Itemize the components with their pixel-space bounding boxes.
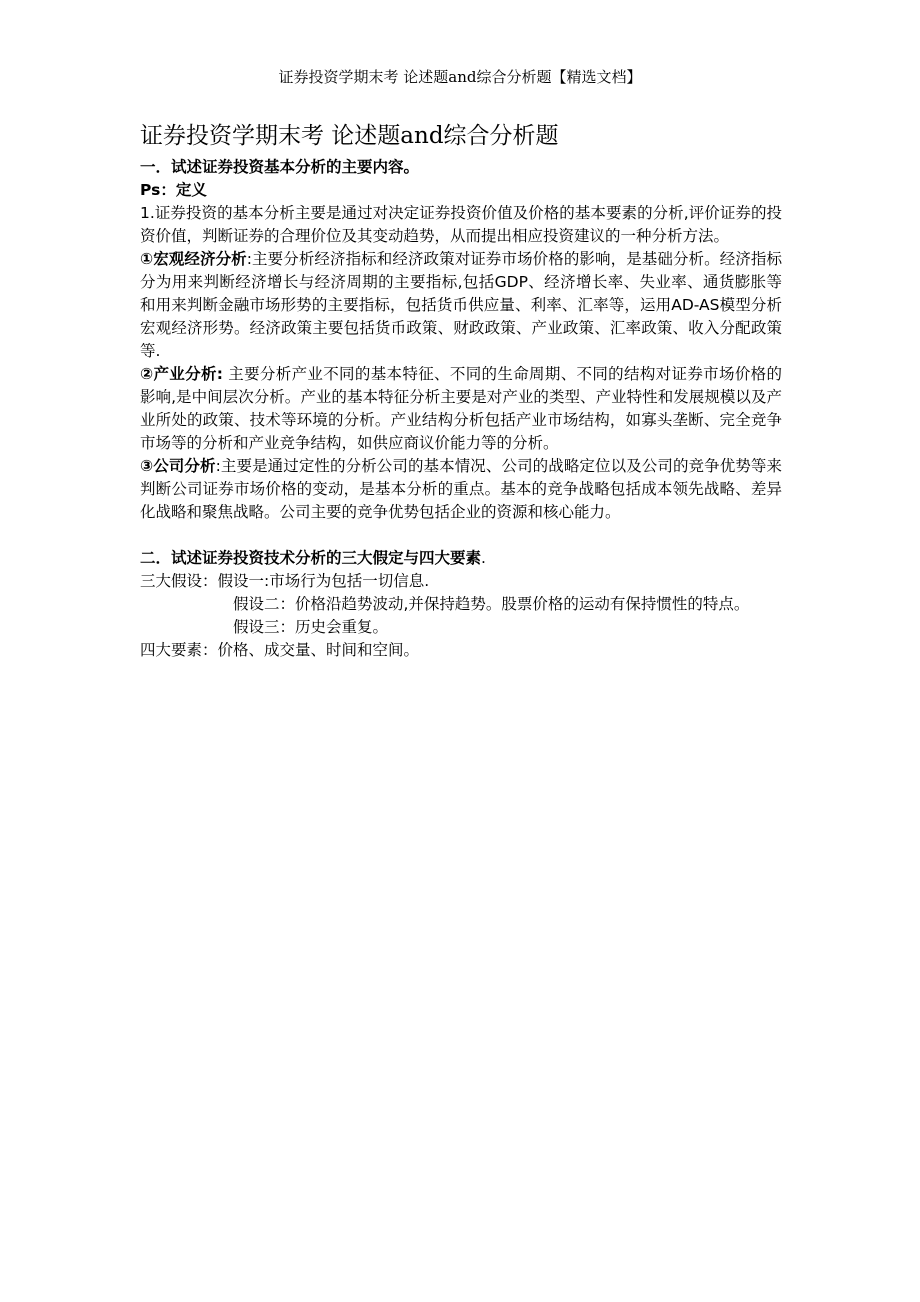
assumption-2-paragraph [140,593,782,616]
industry-analysis-text: 主要分析产业不同的基本特征、不同的生命周期、不同的结构对证券市场价格的影响,是中间层次分析。产业的基本特征分析主要是对产业的类型、产业特性和发展规模以及产业所处的政策、技术等环境的分析。产业结构分析包括产业市场结构，如寡头垄断、完全竞争市场等的分析和产业竞争结构，如供应商议价能力等的分析。 [140,365,782,452]
section-spacer [140,524,782,547]
document-body [140,120,782,662]
industry-analysis-label: ②产业分析: [140,365,223,383]
assumption-2: 假设二：价格沿趋势波动,并保持趋势。股票价格的运动有保持惯性的特点。 [233,595,750,613]
company-analysis-label: ③公司分析 [140,457,216,475]
document-title: 证券投资学期末考 论述题and综合分析题 [140,123,559,149]
macro-analysis-paragraph [140,248,782,363]
page-header: 证券投资学期末考 论述题and综合分析题【精选文档】 [278,68,642,86]
question-2-tail: . [481,549,486,567]
definition-paragraph: 1.证券投资的基本分析主要是通过对决定证券投资价值及价格的基本要素的分析,评价证券的投资价值，判断证券的合理价位及其变动趋势，从而提出相应投资建议的一种分析方法。 [140,204,782,245]
assumption-1: 三大假设：假设一:市场行为包括一切信息. [140,572,430,590]
assumption-3-paragraph [140,616,782,639]
assumption-3: 假设三：历史会重复。 [233,618,389,636]
company-analysis-text: :主要是通过定性的分析公司的基本情况、公司的战略定位以及公司的竞争优势等来判断公司证券市场价格的变动，是基本分析的重点。基本的竞争战略包括成本领先战略、差异化战略和聚焦战略。公司主要的竞争优势包括企业的资源和核心能力。 [140,457,782,521]
question-2 [140,547,782,570]
question-2-text: 二．试述证券投资技术分析的三大假定与四大要素 [140,549,482,567]
ps-definition-label: Ps：定义 [140,181,207,199]
question-1: 一．试述证券投资基本分析的主要内容。 [140,158,420,176]
macro-analysis-label: ①宏观经济分析 [140,250,247,268]
industry-analysis-paragraph [140,363,782,455]
four-elements: 四大要素：价格、成交量、时间和空间。 [140,641,420,659]
macro-analysis-text: :主要分析经济指标和经济政策对证券市场价格的影响，是基础分析。经济指标分为用来判断经济增长与经济周期的主要指标,包括GDP、经济增长率、失业率、通货膨胀等和用来判断金融市场形势的主要指标，包括货币供应量、利率、汇率等，运用AD-AS模型分析宏观经济形势。经济政策主要包括货币政策、财政政策、产业政策、汇率政策、收入分配政策等. [140,250,782,360]
company-analysis-paragraph [140,455,782,524]
